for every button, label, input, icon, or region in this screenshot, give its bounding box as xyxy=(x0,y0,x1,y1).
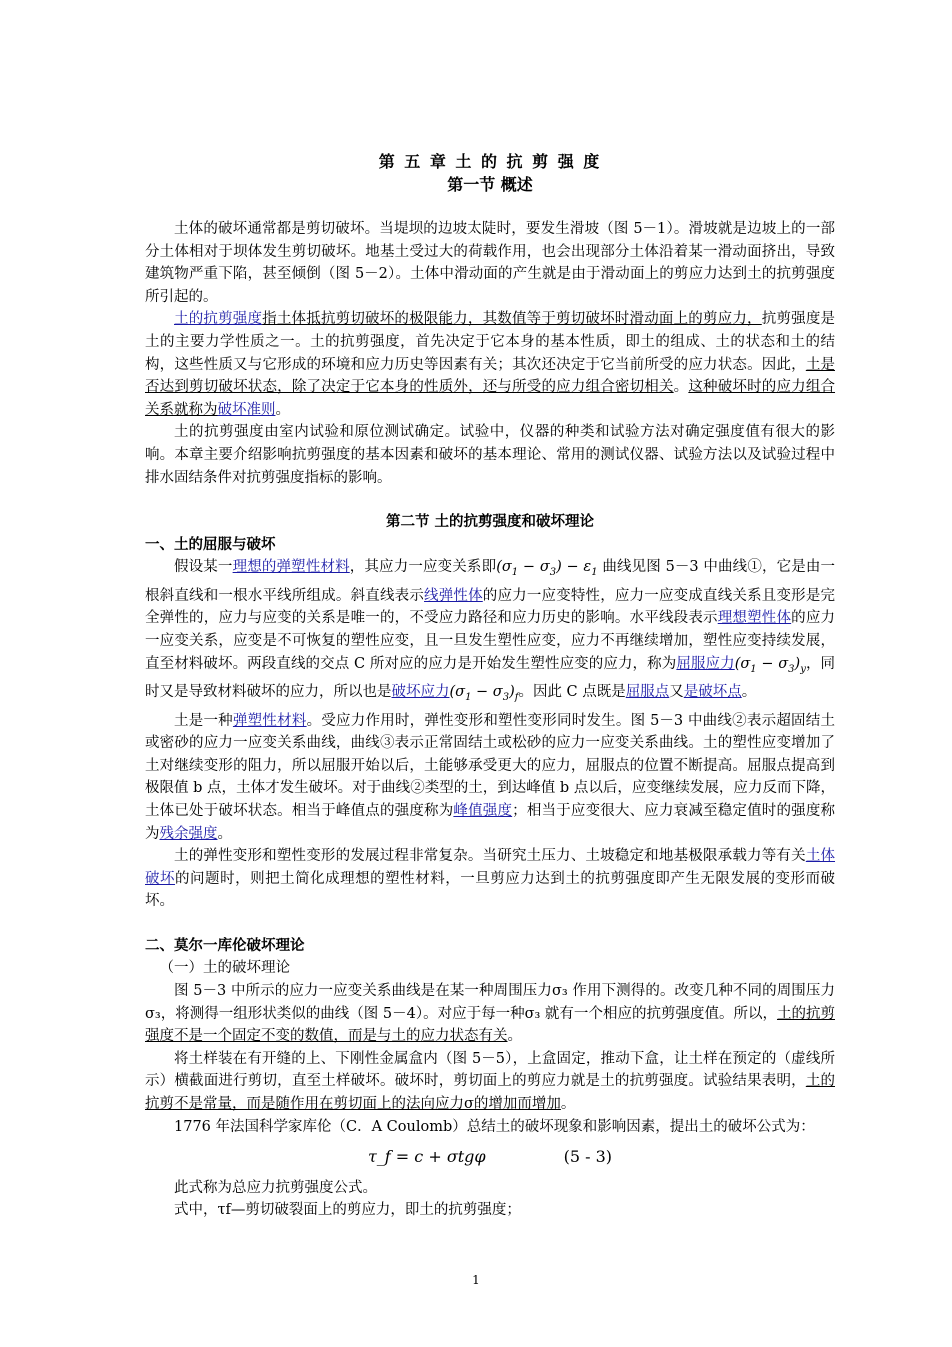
formula-yield: $(\sigma_1 - \sigma_3)_y$ xyxy=(734,655,806,675)
section2-title: 第二节 土的抗剪强度和破坏理论 xyxy=(385,513,595,531)
equation-number: (5 - 3) xyxy=(563,1147,613,1167)
page-number: 1 xyxy=(472,1273,480,1287)
link-ideal-plastic[interactable]: 理想塑性体 xyxy=(717,610,792,627)
link-failure-criterion[interactable]: 破坏准则 xyxy=(217,401,276,418)
paragraph-8: 将土样装在有开缝的上、下刚性金属盒内（图 5－5），上盒固定，推动下盒，让土样在预定的（虚线所示）横截面进行剪切，直至土样破坏。破坏时，剪切面上的剪应力就是土的抗剪强度。试验结果表明，土的抗剪不是常量，而是随作用在剪切面上的法向应力σ的增加而增加。 xyxy=(145,1050,835,1113)
link-shear-strength[interactable]: 土的抗剪强度 xyxy=(174,311,263,328)
document-page xyxy=(145,150,835,1222)
paragraph-10: 此式称为总应力抗剪强度公式。 xyxy=(174,1179,377,1196)
link-peak-strength[interactable]: 峰值强度 xyxy=(453,802,513,819)
equation-row xyxy=(145,1146,835,1169)
link-yield-stress[interactable]: 屈服应力 xyxy=(676,655,735,672)
section1-title: 第一节 概述 xyxy=(447,175,533,194)
link-soil-failure[interactable]: 土体破坏 xyxy=(145,848,836,887)
link-ideal-elastoplastic[interactable]: 理想的弹塑性材料 xyxy=(232,559,350,576)
link-failure-point[interactable]: 是破坏点 xyxy=(683,684,742,701)
paragraph-5: 土是一种弹塑性材料。受应力作用时，弹性变形和塑性变形同时发生。图 5－3 中曲线②表示超固结土或密砂的应力一应变关系曲线，曲线③表示正常固结土或松砂的应力一应变关系曲线。土的塑性应变增加了土对继续变形的阻力，所以屈服开始以后，土能够承受更大的应力，屈服点的位置不断提高。屈服点提高到极限值 b 点，土体才发生破坏。对于曲线②类型的土，到达峰值 b 点以后，应变继续发展，应力反而下降，土体已处于破坏状态。相当于峰值点的强度称为峰值强度；相当于应变很大、应力衰减至稳定值时的强度称为残余强度。 xyxy=(145,712,836,842)
chapter-title: 第 五 章 土 的 抗 剪 强 度 xyxy=(378,152,602,171)
formula-stress-strain: $(\sigma_1 - \sigma_3) - \varepsilon_1$ xyxy=(496,559,598,579)
paragraph-4: 假设某一理想的弹塑性材料，其应力一应变关系即$(\sigma_1 - \sigma_3) - \varepsilon_1$ 曲线见图 5－3 中曲线①，它是由一根斜直线和一根水平线所组成。斜直线表示线弹性体的应力一应变特性，应力一应变成直线关系且变形是完全弹性的，应力与应变的关系是唯一的，不受应力路径和应力历史的影响。水平线段表示理想塑性体的应力一应变关系，应变是不可恢复的塑性应变，且一旦发生塑性应变，应力不再继续增加，塑性应变持续发展，直至材料破坏。两段直线的交点 C 所对应的应力是开始发生塑性应变的应力，称为屈服应力$(\sigma_1 - \sigma_3)_y$，同时又是导致材料破坏的应力，所以也是破坏应力$(\sigma_1 - \sigma_3)_f$。因此 C 点既是屈服点又是破坏点。 xyxy=(145,559,836,703)
paragraph-7: 图 5－3 中所示的应力一应变关系曲线是在某一种周围压力σ₃ 作用下测得的。改变几种不同的周围压力σ₃，将测得一组形状类似的曲线（图 5－4）。对应于每一种σ₃ 就有一个相应的抗剪强度值。所以，土的抗剪强度不是一个固定不变的数值，而是与土的应力状态有关。 xyxy=(145,983,835,1045)
paragraph-1: 土体的破坏通常都是剪切破坏。当堤坝的边坡太陡时，要发生滑坡（图 5－1）。滑坡就是边坡上的一部分土体相对于坝体发生剪切破坏。地基土受过大的荷载作用，也会出现部分土体沿着某一滑动面挤出，导致建筑物严重下陷，甚至倾倒（图 5－2）。土体中滑动面的产生就是由于滑动面上的剪应力达到土的抗剪强度所引起的。 xyxy=(145,221,835,305)
equation: τ_f = c + σtgφ xyxy=(367,1147,486,1167)
link-yield-point[interactable]: 屈服点 xyxy=(625,684,670,701)
link-elastoplastic[interactable]: 弹塑性材料 xyxy=(232,712,307,729)
link-failure-stress[interactable]: 破坏应力 xyxy=(391,684,450,701)
paragraph-6: 土的弹性变形和塑性变形的发展过程非常复杂。当研究土压力、土坡稳定和地基极限承载力等有关土体破坏的问题时，则把土简化成理想的塑性材料，一旦剪应力达到土的抗剪强度即产生无限发展的变形而破坏。 xyxy=(145,848,836,910)
heading-soil-failure-theory: （一）土的破坏理论 xyxy=(159,960,290,977)
link-linear-elastic[interactable]: 线弹性体 xyxy=(424,587,483,604)
heading-yield-failure: 一、土的屈服与破坏 xyxy=(145,535,276,553)
formula-failure: $(\sigma_1 - \sigma_3)_f$ xyxy=(449,684,519,703)
heading-mohr-coulomb: 二、莫尔一库伦破坏理论 xyxy=(145,936,305,954)
paragraph-9: 1776 年法国科学家库伦（C．A Coulomb）总结土的破坏现象和影响因素，提出土的破坏公式为： xyxy=(174,1118,815,1135)
paragraph-3: 土的抗剪强度由室内试验和原位测试确定。试验中，仪器的种类和试验方法对确定强度值有很大的影响。本章主要介绍影响抗剪强度的基本因素和破坏的基本理论、常用的测试仪器、试验方法以及试验过程中排水固结条件对抗剪强度指标的影响。 xyxy=(145,424,835,486)
paragraph-11: 式中，τf—剪切破裂面上的剪应力，即土的抗剪强度； xyxy=(174,1202,521,1219)
paragraph-2: 土的抗剪强度指土体抵抗剪切破坏的极限能力，其数值等于剪切破坏时滑动面上的剪应力，抗剪强度是土的主要力学性质之一。土的抗剪强度，首先决定于它本身的基本性质，即土的组成、土的状态和土的结构，这些性质又与它形成的环境和应力历史等因素有关；其次还决定于它当前所受的应力状态。因此，土是否达到剪切破坏状态，除了决定于它本身的性质外，还与所受的应力组合密切相关。这种破坏时的应力组合关系就称为破坏准则。 xyxy=(145,311,836,418)
link-residual-strength[interactable]: 残余强度 xyxy=(159,825,218,842)
